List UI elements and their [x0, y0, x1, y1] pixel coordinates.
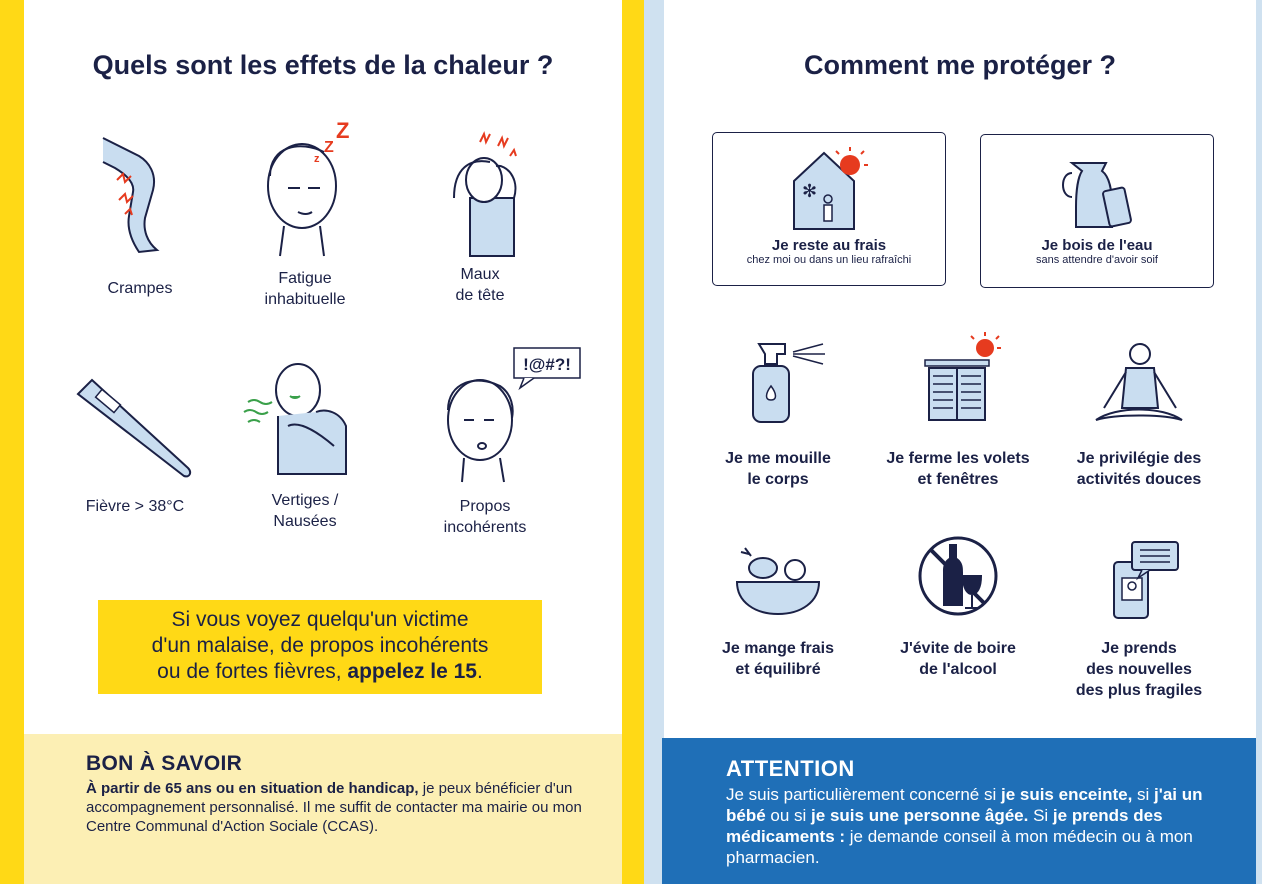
tip-label: Je prends des nouvelles des plus fragiles	[1075, 640, 1203, 699]
confused-speech-icon	[420, 346, 590, 484]
bon-a-savoir-box	[24, 734, 622, 884]
effect-fievre	[70, 372, 200, 517]
svg-text:✻: ✻	[802, 181, 818, 202]
effect-label: Fatigue inhabituelle	[264, 270, 346, 308]
callout-line: d'un malaise, de propos incohérents	[151, 634, 489, 657]
tip-box-boire-eau	[980, 134, 1214, 288]
salad-bowl-icon	[723, 540, 833, 620]
tip-label: Je me mouille le corps	[725, 450, 831, 488]
tip-label: Je mange frais et équilibré	[721, 640, 835, 678]
box-subtitle: chez moi ou dans un lieu rafraîchi	[746, 254, 912, 266]
attention-body: ou si	[765, 806, 812, 825]
phone-message-icon	[1084, 540, 1194, 620]
tip-label: Je privilégie des activités douces	[1076, 450, 1202, 488]
attention-body: Si	[1028, 806, 1053, 825]
water-jug-icon	[1052, 143, 1142, 233]
attention-body: Je suis particulièrement concerné si	[726, 785, 1001, 804]
protect-title: Comment me protéger ?	[803, 50, 1117, 80]
tip-label: Je ferme les volets et fenêtres	[886, 450, 1030, 488]
spray-bottle-icon	[723, 336, 833, 426]
speech-bubble-text: !@#?!	[523, 355, 571, 374]
svg-text:Z: Z	[324, 139, 334, 156]
tip-volets	[876, 330, 1040, 490]
svg-text:Z: Z	[336, 118, 350, 143]
callout-line	[98, 659, 542, 685]
effect-propos	[420, 346, 590, 538]
attention-text	[726, 784, 1206, 868]
bon-a-savoir-text	[86, 779, 586, 836]
effect-crampes	[90, 118, 190, 299]
box-subtitle: sans attendre d'avoir soif	[1036, 254, 1158, 266]
bon-a-savoir-body: je peux bénéficier d'un accompagnement personnalisé. Il me suffit de contacter ma mairie ou mon Centre Communal d'Action Sociale (CCAS).	[86, 780, 582, 835]
call-15-text: appelez le 15	[347, 660, 477, 683]
effect-label: Crampes	[107, 280, 173, 297]
cool-house-icon	[784, 141, 874, 233]
effect-maux-de-tete	[420, 128, 540, 306]
effect-label: Maux de tête	[455, 266, 505, 304]
tip-box-rester-au-frais	[712, 132, 946, 286]
tip-nouvelles	[1064, 540, 1214, 701]
attention-bold: je prends des médicaments :	[726, 806, 1163, 846]
callout-text: .	[477, 660, 483, 683]
attention-bold: je suis enceinte,	[1000, 785, 1133, 804]
no-alcohol-icon	[913, 530, 1003, 620]
effect-label: Fièvre > 38°C	[85, 498, 185, 515]
tired-face-icon	[240, 116, 370, 262]
callout-text: ou de fortes fièvres,	[157, 660, 348, 683]
attention-box	[662, 738, 1256, 884]
emergency-callout	[98, 600, 542, 694]
svg-text:z: z	[314, 153, 320, 165]
attention-body: si	[1132, 785, 1155, 804]
bon-a-savoir-title: BON À SAVOIR	[86, 752, 243, 775]
bon-a-savoir-bold: À partir de 65 ans ou en situation de handicap,	[86, 780, 419, 797]
tip-alcool	[876, 530, 1040, 680]
callout-line: Si vous voyez quelqu'un victime	[171, 608, 469, 631]
attention-bold: j'ai un bébé	[726, 785, 1203, 825]
box-title: Je reste au frais	[771, 237, 887, 254]
effects-title: Quels sont les effets de la chaleur ?	[92, 50, 554, 80]
effect-vertiges	[240, 356, 370, 532]
leg-cramp-icon	[95, 118, 185, 258]
effect-fatigue	[240, 116, 370, 310]
attention-bold: je suis une personne âgée.	[811, 806, 1029, 825]
attention-body: je demande conseil à mon médecin ou à mon pharmacien.	[726, 827, 1193, 867]
effect-label: Vertiges / Nausées	[271, 492, 339, 530]
shutters-icon	[903, 330, 1013, 426]
box-title: Je bois de l'eau	[1041, 237, 1153, 254]
tip-activites	[1064, 336, 1214, 490]
headache-icon	[420, 128, 540, 258]
attention-title: ATTENTION	[726, 756, 855, 781]
effect-label: Propos incohérents	[443, 498, 527, 536]
nausea-icon	[240, 356, 370, 484]
tip-label: J'évite de boire de l'alcool	[900, 640, 1016, 678]
thermometer-icon	[70, 372, 200, 482]
yoga-icon	[1084, 336, 1194, 426]
tip-manger	[708, 540, 848, 680]
tip-mouiller	[708, 336, 848, 490]
